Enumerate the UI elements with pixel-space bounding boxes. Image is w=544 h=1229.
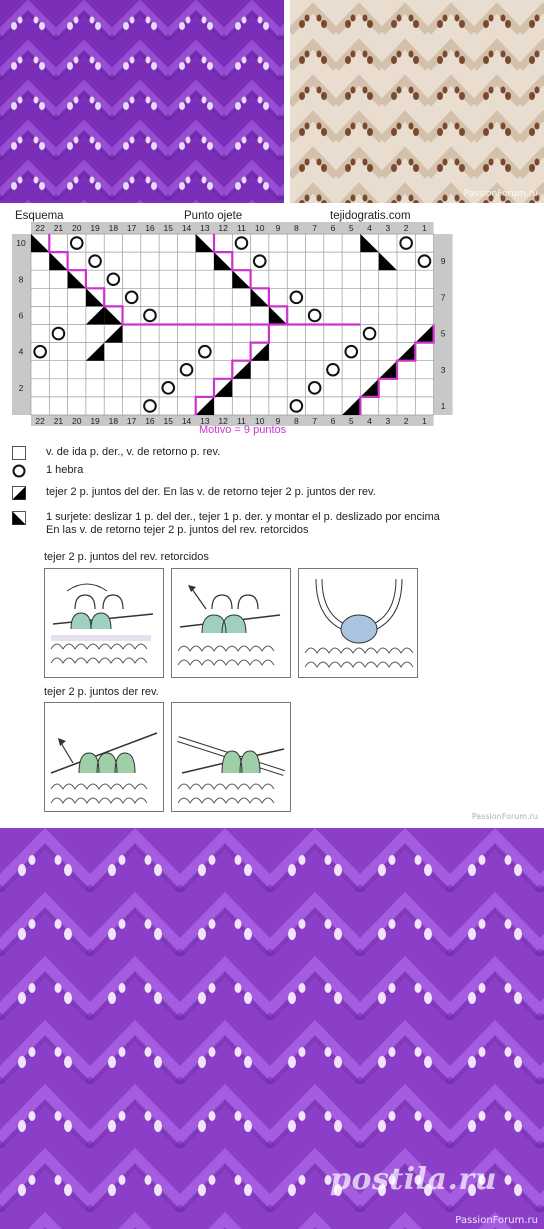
yarn-over-mark xyxy=(419,255,431,267)
col-label-bottom: 11 xyxy=(237,416,246,426)
k2tog-mark xyxy=(214,379,232,397)
col-label-top: 22 xyxy=(35,223,45,233)
col-label-top: 7 xyxy=(312,223,318,233)
skp-icon xyxy=(12,511,26,525)
col-label-bottom: 20 xyxy=(72,416,82,426)
col-label-bottom: 10 xyxy=(255,416,265,426)
col-label-bottom: 3 xyxy=(385,416,391,426)
col-label-bottom: 1 xyxy=(422,416,427,426)
skp-mark xyxy=(269,306,287,324)
col-label-bottom: 19 xyxy=(90,416,100,426)
k2tog-mark xyxy=(251,343,269,361)
col-label-top: 14 xyxy=(181,223,192,233)
legend-knit-text: v. de ida p. der., v. de retorno p. rev. xyxy=(46,446,221,458)
yarn-over-mark xyxy=(309,382,321,394)
col-label-bottom: 7 xyxy=(312,416,318,426)
k2tog-mark xyxy=(104,325,122,343)
legend-skp-line2: En las v. de retorno tejer 2 p. juntos del rev. retorcidos xyxy=(46,524,309,536)
row-label-left: 2 xyxy=(18,382,24,393)
yarn-over-mark xyxy=(89,255,101,267)
skp-mark xyxy=(360,234,378,252)
diagram-step-5 xyxy=(171,702,291,812)
skp-mark xyxy=(379,252,397,270)
photo-purple-lace-bottom xyxy=(0,828,544,1229)
col-label-top: 3 xyxy=(385,223,391,233)
diagram-heading-second: tejer 2 p. juntos der rev. xyxy=(44,686,159,698)
yarn-over-mark xyxy=(291,400,303,412)
motif-label: Motivo = 9 puntos xyxy=(199,424,287,436)
diagram-step-4 xyxy=(44,702,164,812)
row-label-left: 10 xyxy=(16,238,26,249)
col-label-bottom: 16 xyxy=(145,416,155,426)
skp-mark xyxy=(68,270,86,288)
col-label-top: 18 xyxy=(108,223,119,233)
legend-yo xyxy=(12,464,83,478)
col-label-bottom: 14 xyxy=(181,416,192,426)
row-label-left: 6 xyxy=(18,310,24,321)
yarn-over-mark xyxy=(236,237,248,249)
yarn-over-mark xyxy=(144,310,156,322)
yarn-over-mark xyxy=(34,346,46,358)
col-label-top: 16 xyxy=(145,223,155,233)
photo-cream-lace-top xyxy=(290,0,544,203)
diagram-step-1 xyxy=(44,568,164,678)
circle-icon xyxy=(12,464,26,478)
col-label-top: 17 xyxy=(126,223,137,233)
legend-k2tog xyxy=(12,486,376,500)
postila-logo-watermark: postila.ru xyxy=(330,1162,498,1197)
diagram-step-2 xyxy=(171,568,291,678)
row-label-left: 4 xyxy=(18,346,24,357)
legend-skp-line1: 1 surjete: deslizar 1 p. del der., tejer 1 p. der. y montar el p. deslizado por encima xyxy=(46,511,440,523)
col-label-bottom: 2 xyxy=(403,416,409,426)
chart-title-center: Punto ojete xyxy=(184,210,243,222)
skp-mark xyxy=(104,306,122,324)
yarn-over-mark xyxy=(364,328,376,340)
col-label-top: 19 xyxy=(90,223,100,233)
col-label-top: 2 xyxy=(403,223,409,233)
col-label-top: 21 xyxy=(53,223,64,233)
row-label-right: 1 xyxy=(440,400,446,411)
yarn-over-mark xyxy=(400,237,412,249)
col-label-bottom: 5 xyxy=(348,416,354,426)
col-label-bottom: 17 xyxy=(126,416,137,426)
skp-mark xyxy=(232,270,250,288)
col-label-top: 11 xyxy=(237,223,246,233)
row-label-right: 7 xyxy=(440,292,446,303)
col-label-bottom: 21 xyxy=(53,416,64,426)
col-label-top: 15 xyxy=(163,223,173,233)
k2tog-mark xyxy=(232,361,250,379)
photo-watermark: PassionForum.ru xyxy=(463,189,538,199)
yarn-over-mark xyxy=(181,364,193,376)
k2tog-mark xyxy=(86,343,104,361)
col-label-top: 10 xyxy=(255,223,265,233)
yarn-over-mark xyxy=(126,292,138,304)
col-label-top: 20 xyxy=(72,223,82,233)
skp-mark xyxy=(49,252,67,270)
k2tog-mark xyxy=(196,397,214,415)
skp-mark xyxy=(196,234,214,252)
col-label-bottom: 9 xyxy=(275,416,281,426)
k2tog-mark xyxy=(379,361,397,379)
col-label-top: 6 xyxy=(330,223,336,233)
photo-purple-lace-top xyxy=(0,0,284,203)
chart-title-right: tejidogratis.com xyxy=(330,210,411,222)
k2tog-mark xyxy=(397,343,415,361)
skp-mark xyxy=(86,288,104,306)
yarn-over-mark xyxy=(327,364,339,376)
row-label-right: 9 xyxy=(440,256,446,267)
legend-knit xyxy=(12,446,220,460)
col-label-top: 4 xyxy=(367,223,372,233)
empty-square-icon xyxy=(12,446,26,460)
k2tog-icon xyxy=(12,486,26,500)
k2tog-mark xyxy=(342,397,360,415)
skp-mark xyxy=(251,288,269,306)
col-label-top: 8 xyxy=(293,223,299,233)
col-label-bottom: 18 xyxy=(108,416,119,426)
yarn-over-mark xyxy=(254,255,266,267)
yarn-over-mark xyxy=(53,328,65,340)
col-label-bottom: 12 xyxy=(218,416,228,426)
yarn-over-mark xyxy=(291,292,303,304)
row-label-right: 5 xyxy=(440,328,446,339)
row-label-right: 3 xyxy=(440,364,446,375)
yarn-over-mark xyxy=(71,237,83,249)
legend-yo-text: 1 hebra xyxy=(46,464,84,476)
col-label-bottom: 13 xyxy=(200,416,210,426)
diagram-step-3 xyxy=(298,568,418,678)
skp-mark xyxy=(214,252,232,270)
skp-mark xyxy=(31,234,49,252)
k2tog-mark xyxy=(360,379,378,397)
yarn-over-mark xyxy=(162,382,174,394)
col-label-bottom: 22 xyxy=(35,416,45,426)
bottom-watermark: PassionForum.ru xyxy=(455,1215,538,1226)
chart-title-left: Esquema xyxy=(15,210,64,222)
yarn-over-mark xyxy=(199,346,211,358)
yarn-over-mark xyxy=(345,346,357,358)
knitting-chart xyxy=(0,222,544,437)
yarn-over-mark xyxy=(309,310,321,322)
legend-skp xyxy=(12,511,440,537)
yarn-over-mark xyxy=(144,400,156,412)
col-label-top: 5 xyxy=(348,223,354,233)
legend-k2tog-text: tejer 2 p. juntos del der. En las v. de retorno tejer 2 p. juntos der rev. xyxy=(46,486,376,498)
col-label-top: 1 xyxy=(422,223,427,233)
col-label-bottom: 4 xyxy=(367,416,372,426)
k2tog-mark xyxy=(86,306,104,324)
col-label-bottom: 8 xyxy=(293,416,299,426)
col-label-bottom: 15 xyxy=(163,416,173,426)
diagram-heading-first: tejer 2 p. juntos del rev. retorcidos xyxy=(44,551,209,563)
col-label-top: 13 xyxy=(200,223,210,233)
row-label-left: 8 xyxy=(18,274,24,285)
yarn-over-mark xyxy=(108,273,120,285)
col-label-bottom: 6 xyxy=(330,416,336,426)
col-label-top: 9 xyxy=(275,223,281,233)
diagram-watermark: PassionForum.ru xyxy=(471,812,538,821)
k2tog-mark xyxy=(415,325,433,343)
col-label-top: 12 xyxy=(218,223,228,233)
